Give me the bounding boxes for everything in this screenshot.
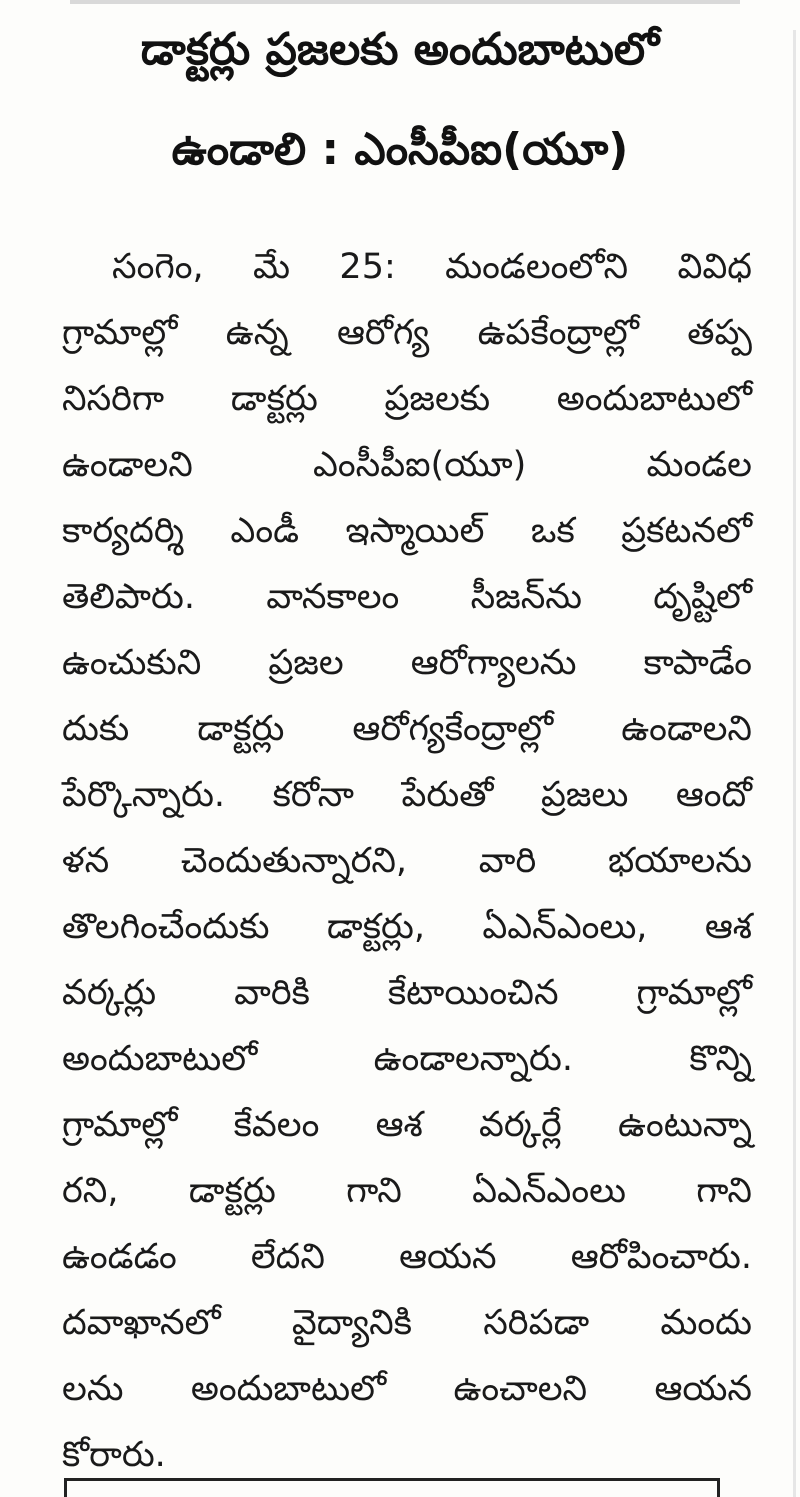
column-divider bbox=[793, 30, 796, 1497]
article-line: ఉంచుకుని ప్రజల ఆరోగ్యాలను కాపాడేం bbox=[62, 643, 752, 683]
article-line: ఉండడం లేదని ఆయన ఆరోపించారు. bbox=[62, 1237, 752, 1277]
headline bbox=[30, 24, 770, 176]
article-line: తొలగించేందుకు డాక్టర్లు, ఏఎన్‌ఎంలు, ఆశ bbox=[62, 907, 752, 947]
article-line: అందుబాటులో ఉండాలన్నారు. కొన్ని bbox=[62, 1039, 752, 1079]
article-line: తెలిపారు. వానకాలం సీజన్‌ను దృష్టిలో bbox=[62, 577, 752, 617]
article-line: గ్రామాల్లో ఉన్న ఆరోగ్య ఉపకేంద్రాల్లో తప్ప bbox=[62, 313, 752, 353]
article-line: లను అందుబాటులో ఉంచాలని ఆయన bbox=[62, 1369, 752, 1409]
article-line: నిసరిగా డాక్టర్లు ప్రజలకు అందుబాటులో bbox=[62, 379, 752, 419]
article-line: ఉండాలని ఎంసీపీఐ(యూ) మండల bbox=[62, 445, 752, 485]
article-line: ళన చెందుతున్నారని, వారి భయాలను bbox=[62, 841, 752, 881]
article-line: పేర్కొన్నారు. కరోనా పేరుతో ప్రజలు ఆందో bbox=[62, 775, 752, 815]
article-body bbox=[62, 234, 752, 1488]
article-line: కోరారు. bbox=[62, 1435, 166, 1475]
article-line: దవాఖానలో వైద్యానికి సరిపడా మందు bbox=[62, 1303, 752, 1343]
headline-line-2: ఉండాలి : ఎంసీపీఐ(యూ) bbox=[171, 124, 629, 175]
next-article-box bbox=[64, 1478, 720, 1497]
article-line: గ్రామాల్లో కేవలం ఆశ వర్కర్లే ఉంటున్నా bbox=[62, 1105, 752, 1145]
article-line: దుకు డాక్టర్లు ఆరోగ్యకేంద్రాల్లో ఉండాలని bbox=[62, 709, 752, 749]
article-line: సంగెం, మే 25: మండలంలోని వివిధ bbox=[112, 247, 752, 287]
article-line: వర్కర్లు వారికి కేటాయించిన గ్రామాల్లో bbox=[62, 973, 752, 1013]
headline-line-1: డాక్టర్లు ప్రజలకు అందుబాటులో bbox=[140, 24, 660, 75]
top-divider bbox=[70, 0, 740, 4]
article-line: రని, డాక్టర్లు గాని ఏఎన్‌ఎంలు గాని bbox=[62, 1171, 752, 1211]
article-line: కార్యదర్శి ఎండీ ఇస్మాయిల్ ఒక ప్రకటనలో bbox=[62, 511, 752, 551]
